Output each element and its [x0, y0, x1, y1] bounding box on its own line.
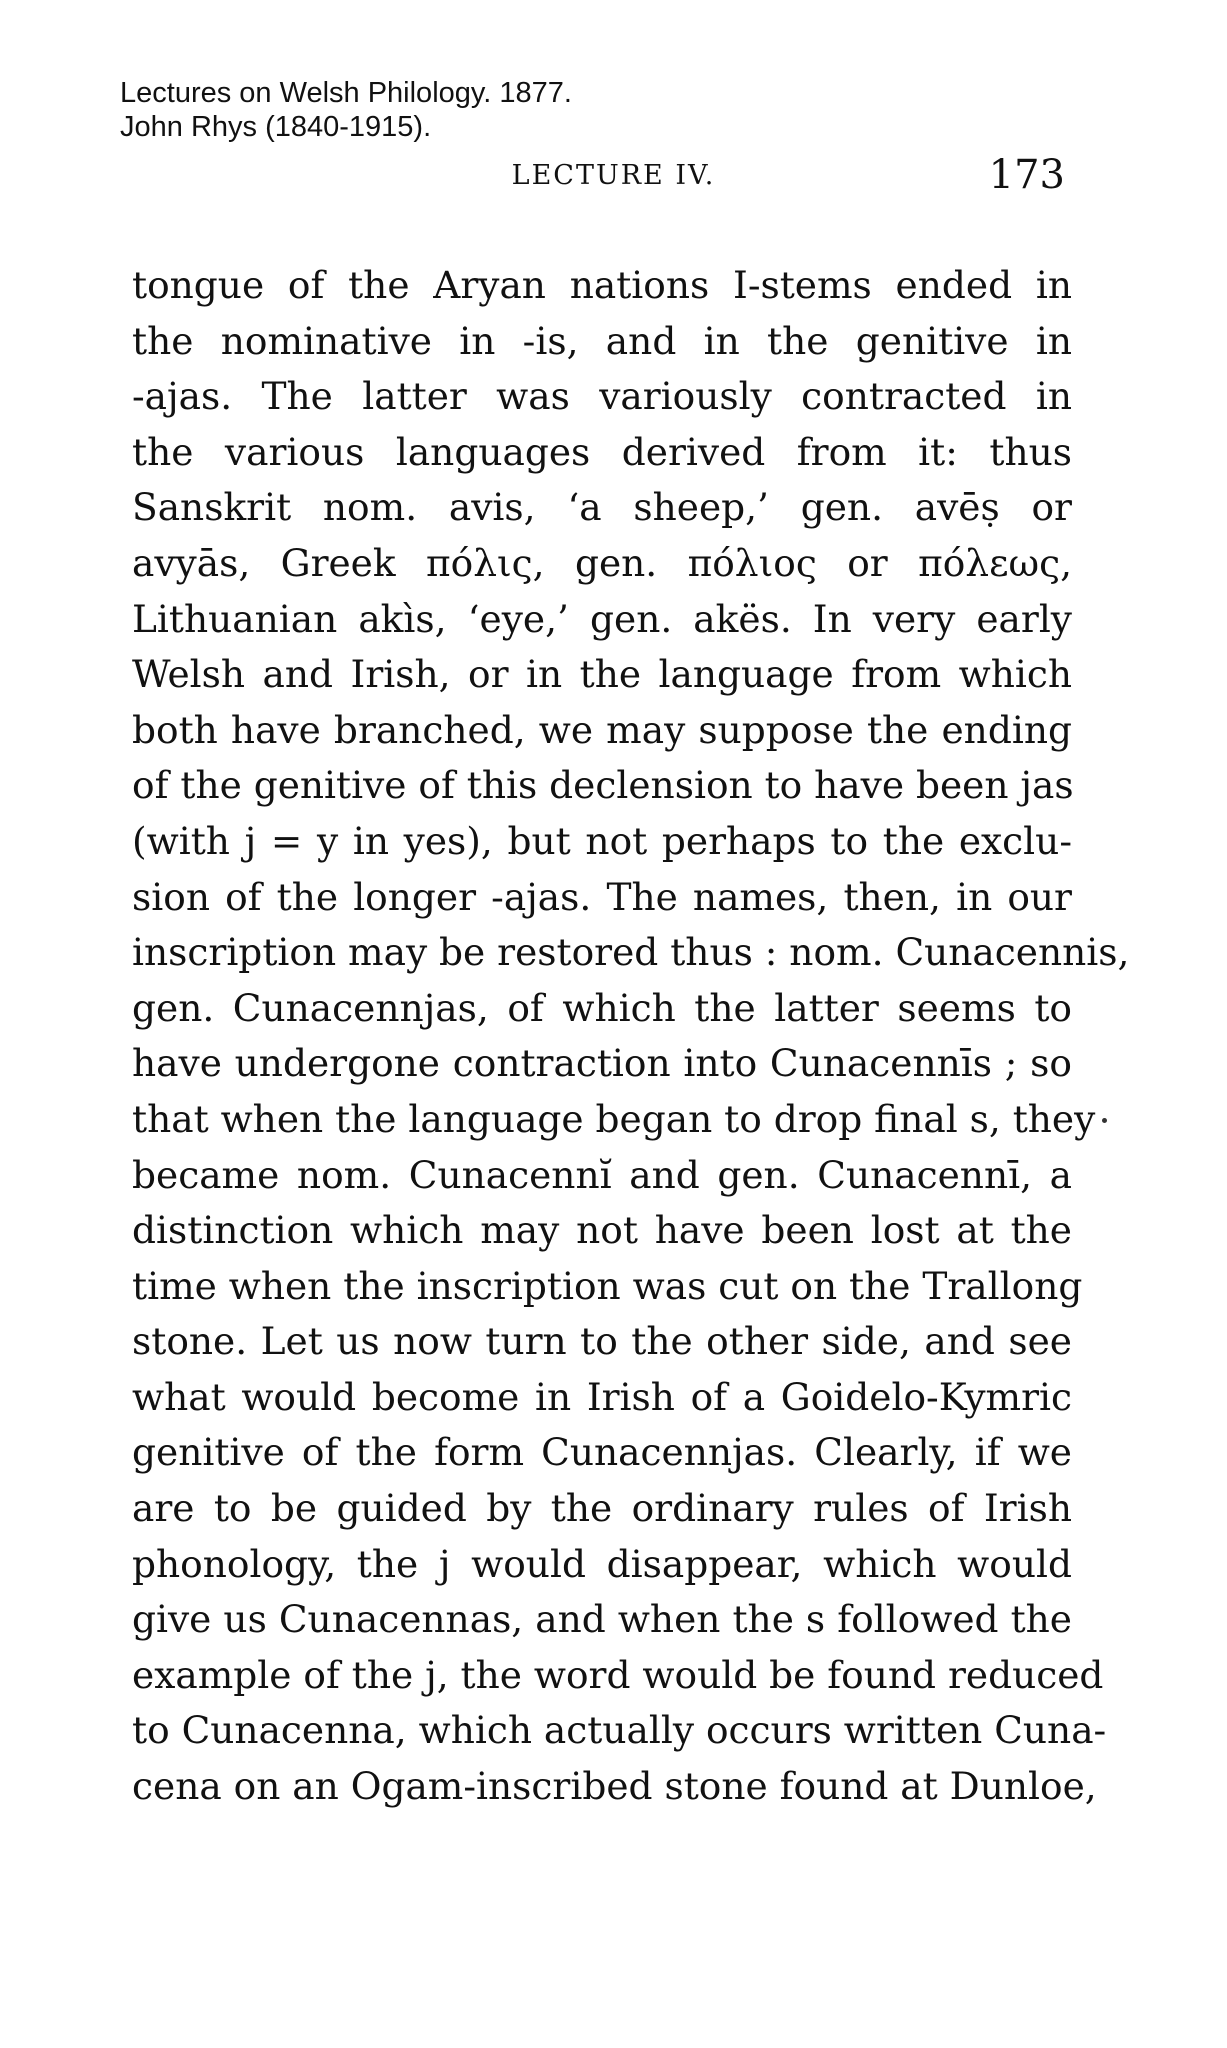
- text-line: sion of the longer -ajas. The names, then, in our: [132, 874, 1072, 919]
- stray-mark: [1102, 1118, 1107, 1123]
- text-line: time when the inscription was cut on the Trallong: [132, 1263, 1083, 1308]
- body-text: [132, 258, 1130, 1815]
- text-line: stone. Let us now turn to the other side, and see: [132, 1319, 1072, 1364]
- text-line: of the genitive of this declension to have been jas: [132, 763, 1074, 808]
- text-line: to Cunacenna, which actually occurs written Cuna-: [132, 1708, 1107, 1753]
- text-line: what would become in Irish of a Goidelo-Kymric: [132, 1374, 1072, 1419]
- watermark: [120, 76, 572, 144]
- text-line: Lithuanian akìs, ‘eye,’ gen. akës. In very early: [132, 596, 1072, 641]
- text-line: avyās, Greek πόλις, gen. πόλιος or πόλεως,: [132, 540, 1072, 585]
- text-line: have undergone contraction into Cunacennīs ; so: [132, 1041, 1072, 1086]
- text-line: inscription may be restored thus : nom. Cunacennis,: [132, 930, 1130, 975]
- text-line: example of the j, the word would be found reduced: [132, 1652, 1104, 1697]
- text-line: cena on an Ogam-inscribed stone found at Dunloe,: [132, 1764, 1097, 1809]
- page-number: 173: [988, 152, 1065, 198]
- watermark-author: John Rhys (1840-1915).: [120, 111, 432, 143]
- text-line: the nominative in -is, and in the genitive in: [132, 318, 1072, 363]
- text-line: -ajas. The latter was variously contracted in: [132, 374, 1072, 419]
- text-line: give us Cunacennas, and when the s followed the: [132, 1597, 1072, 1642]
- watermark-title: Lectures on Welsh Philology. 1877.: [120, 77, 572, 109]
- text-line: phonology, the j would disappear, which would: [132, 1541, 1072, 1586]
- text-line: genitive of the form Cunacennjas. Clearly, if we: [132, 1430, 1072, 1475]
- text-line: (with j = y in yes), but not perhaps to the exclu-: [132, 818, 1072, 863]
- text-line: are to be guided by the ordinary rules of Irish: [132, 1486, 1072, 1531]
- text-line: tongue of the Aryan nations I-stems ended in: [132, 263, 1072, 307]
- text-line: both have branched, we may suppose the ending: [132, 707, 1072, 752]
- text-line: became nom. Cunacennĭ and gen. Cunacennī, a: [132, 1152, 1072, 1197]
- text-line: Welsh and Irish, or in the language from which: [132, 652, 1072, 697]
- text-line: gen. Cunacennjas, of which the latter seems to: [132, 985, 1072, 1030]
- text-line: Sanskrit nom. avis, ‘a sheep,’ gen. avēṣ or: [132, 485, 1072, 530]
- text-line: the various languages derived from it: thus: [132, 429, 1072, 474]
- text-line: that when the language began to drop final s, they: [132, 1096, 1096, 1141]
- running-title: LECTURE IV.: [511, 160, 716, 191]
- text-line: distinction which may not have been lost at the: [132, 1208, 1072, 1253]
- running-head: [0, 152, 1227, 202]
